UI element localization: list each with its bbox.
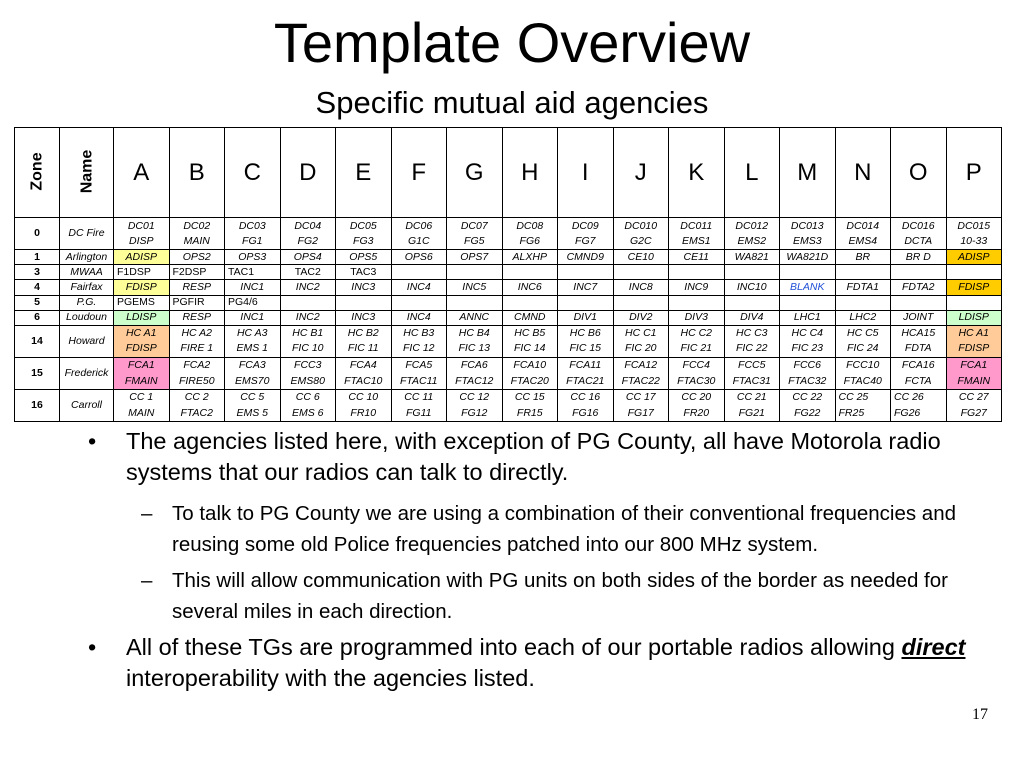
table-row (15, 234, 1002, 250)
talkgroup-cell: EMS 6 (280, 405, 336, 421)
talkgroup-cell: FTAC40 (835, 373, 891, 389)
zone-cell: 16 (15, 389, 60, 421)
talkgroup-cell (835, 295, 891, 310)
talkgroup-cell: HC B4 (447, 325, 503, 341)
talkgroup-cell: DC013 (780, 218, 836, 234)
name-cell: Frederick (60, 357, 114, 389)
talkgroup-cell: FTAC20 (502, 373, 558, 389)
talkgroup-cell: INC3 (336, 310, 392, 325)
talkgroup-cell: FIC 21 (669, 341, 725, 357)
sub-bullet-item (126, 498, 968, 560)
talkgroup-cell: FCA4 (336, 357, 392, 373)
talkgroup-cell: MAIN (169, 234, 225, 250)
talkgroup-cell: FG5 (447, 234, 503, 250)
name-cell: DC Fire (60, 218, 114, 250)
table-row (15, 373, 1002, 389)
talkgroup-cell: DC011 (669, 218, 725, 234)
talkgroup-cell: FCA2 (169, 357, 225, 373)
name-cell: P.G. (60, 295, 114, 310)
talkgroup-cell: FR15 (502, 405, 558, 421)
talkgroup-cell: FIRE 1 (169, 341, 225, 357)
talkgroup-cell (280, 295, 336, 310)
talkgroup-cell: FIC 23 (780, 341, 836, 357)
talkgroup-cell: FG22 (780, 405, 836, 421)
talkgroup-cell: DC03 (225, 218, 281, 234)
talkgroup-cell: FIC 11 (336, 341, 392, 357)
talkgroup-cell: DC015 (946, 218, 1002, 234)
talkgroup-cell: FR10 (336, 405, 392, 421)
talkgroup-cell (891, 295, 947, 310)
talkgroup-cell (835, 265, 891, 280)
talkgroup-cell: CC 25 (835, 389, 891, 405)
talkgroup-cell: OPS5 (336, 250, 392, 265)
talkgroup-cell: DC01 (114, 218, 170, 234)
bullet-list (88, 426, 968, 704)
talkgroup-cell: DC012 (724, 218, 780, 234)
talkgroup-cell: CC 15 (502, 389, 558, 405)
talkgroup-cell: FCA1 (114, 357, 170, 373)
talkgroup-cell: BR (835, 250, 891, 265)
bullet-dot-icon: • (88, 634, 97, 660)
talkgroup-cell: G2C (613, 234, 669, 250)
zone-cell: 5 (15, 295, 60, 310)
talkgroup-cell: FCC4 (669, 357, 725, 373)
table-row (15, 218, 1002, 234)
talkgroup-cell: FCA10 (502, 357, 558, 373)
talkgroup-cell (558, 265, 614, 280)
sub-bullet-text: To talk to PG County we are using a combination of their conventional frequencies and reusing some old Police frequencies patched into our 800 MHz system. (172, 502, 957, 556)
talkgroup-cell: WA821 (724, 250, 780, 265)
talkgroup-cell: JOINT (891, 310, 947, 325)
talkgroup-cell: FCA1 (946, 357, 1002, 373)
talkgroup-cell: FCA6 (447, 357, 503, 373)
talkgroup-cell: FG11 (391, 405, 447, 421)
talkgroup-cell: TAC1 (225, 265, 281, 280)
talkgroup-cell: CC 12 (447, 389, 503, 405)
talkgroup-cell: ANNC (447, 310, 503, 325)
column-header: M (780, 128, 836, 218)
talkgroup-cell: G1C (391, 234, 447, 250)
talkgroup-cell: FCC10 (835, 357, 891, 373)
column-header: O (891, 128, 947, 218)
talkgroup-cell: FDISP (946, 341, 1002, 357)
bullet-text-pre: All of these TGs are programmed into each of our portable radios allowing (126, 634, 902, 660)
talkgroup-cell: FTAC21 (558, 373, 614, 389)
talkgroup-cell: HC C1 (613, 325, 669, 341)
name-cell: Arlington (60, 250, 114, 265)
talkgroup-cell: FTAC22 (613, 373, 669, 389)
column-header: J (613, 128, 669, 218)
talkgroup-cell: TAC3 (336, 265, 392, 280)
talkgroup-cell: RESP (169, 280, 225, 295)
talkgroup-cell: EMS80 (280, 373, 336, 389)
bullet-item (88, 426, 968, 488)
zone-header (15, 128, 60, 218)
table-row (15, 405, 1002, 421)
talkgroup-cell: FDTA1 (835, 280, 891, 295)
talkgroup-cell: FG21 (724, 405, 780, 421)
talkgroup-cell: FTAC12 (447, 373, 503, 389)
talkgroup-cell (391, 265, 447, 280)
talkgroup-cell: INC10 (724, 280, 780, 295)
talkgroup-cell: FCC6 (780, 357, 836, 373)
talkgroup-cell: INC4 (391, 280, 447, 295)
column-header: P (946, 128, 1002, 218)
talkgroup-cell: DIV2 (613, 310, 669, 325)
talkgroup-cell: FCA5 (391, 357, 447, 373)
talkgroup-cell (780, 265, 836, 280)
talkgroup-cell: INC3 (336, 280, 392, 295)
talkgroup-cell (502, 295, 558, 310)
talkgroup-cell: FDTA (891, 341, 947, 357)
talkgroup-cell: FG3 (336, 234, 392, 250)
talkgroup-cell: CC 26 (891, 389, 947, 405)
name-cell: Fairfax (60, 280, 114, 295)
sub-bullet-item (126, 565, 968, 627)
talkgroup-cell: DISP (114, 234, 170, 250)
talkgroup-cell: RESP (169, 310, 225, 325)
column-header: E (336, 128, 392, 218)
talkgroup-cell (613, 295, 669, 310)
talkgroup-cell: FCC3 (280, 357, 336, 373)
zone-cell: 1 (15, 250, 60, 265)
talkgroup-cell: CC 2 (169, 389, 225, 405)
talkgroup-cell (336, 295, 392, 310)
talkgroup-cell (946, 295, 1002, 310)
talkgroup-cell: DIV1 (558, 310, 614, 325)
talkgroup-cell: DCTA (891, 234, 947, 250)
talkgroup-cell: EMS3 (780, 234, 836, 250)
zone-cell: 6 (15, 310, 60, 325)
talkgroup-cell: CC 11 (391, 389, 447, 405)
talkgroup-cell: FCA16 (891, 357, 947, 373)
talkgroup-cell: DC08 (502, 218, 558, 234)
talkgroup-cell: HC A3 (225, 325, 281, 341)
talkgroup-cell: BR D (891, 250, 947, 265)
talkgroup-cell: CMND (502, 310, 558, 325)
table-row (15, 389, 1002, 405)
table-row (15, 250, 1002, 265)
column-header: B (169, 128, 225, 218)
talkgroup-cell: HC B6 (558, 325, 614, 341)
table-row (15, 310, 1002, 325)
zone-cell: 4 (15, 280, 60, 295)
talkgroup-cell (447, 295, 503, 310)
talkgroup-cell: INC7 (558, 280, 614, 295)
talkgroup-table (14, 127, 1002, 422)
talkgroup-cell: FDISP (114, 280, 170, 295)
slide-subtitle: Specific mutual aid agencies (315, 85, 709, 120)
talkgroup-cell: FG6 (502, 234, 558, 250)
talkgroup-cell: LDISP (114, 310, 170, 325)
talkgroup-cell: OPS2 (169, 250, 225, 265)
talkgroup-cell: CC 27 (946, 389, 1002, 405)
talkgroup-cell: HC C3 (724, 325, 780, 341)
talkgroup-cell: FCA12 (613, 357, 669, 373)
talkgroup-cell: HC B1 (280, 325, 336, 341)
talkgroup-cell: ADISP (946, 250, 1002, 265)
talkgroup-cell: OPS3 (225, 250, 281, 265)
talkgroup-cell: CC 22 (780, 389, 836, 405)
talkgroup-cell (502, 265, 558, 280)
talkgroup-cell: FIC 22 (724, 341, 780, 357)
talkgroup-cell: MAIN (114, 405, 170, 421)
talkgroup-cell: FTAC30 (669, 373, 725, 389)
column-header: I (558, 128, 614, 218)
talkgroup-cell: EMS1 (669, 234, 725, 250)
talkgroup-cell: FMAIN (114, 373, 170, 389)
talkgroup-cell (724, 295, 780, 310)
talkgroup-cell (780, 295, 836, 310)
talkgroup-cell: HC A1 (946, 325, 1002, 341)
talkgroup-cell (613, 265, 669, 280)
bullet-dot-icon: • (88, 428, 97, 454)
talkgroup-cell: INC2 (280, 310, 336, 325)
talkgroup-cell: CC 5 (225, 389, 281, 405)
talkgroup-cell (391, 295, 447, 310)
bullet-text-post: interoperability with the agencies listed. (126, 665, 535, 691)
talkgroup-cell: FCA11 (558, 357, 614, 373)
talkgroup-cell: DC016 (891, 218, 947, 234)
talkgroup-cell: INC4 (391, 310, 447, 325)
talkgroup-cell: INC6 (502, 280, 558, 295)
talkgroup-cell: FTAC32 (780, 373, 836, 389)
talkgroup-cell (946, 265, 1002, 280)
talkgroup-cell: FTAC2 (169, 405, 225, 421)
column-header: A (114, 128, 170, 218)
talkgroup-cell: CC 17 (613, 389, 669, 405)
name-header (60, 128, 114, 218)
name-cell: Carroll (60, 389, 114, 421)
zone-cell: 3 (15, 265, 60, 280)
table-row (15, 325, 1002, 341)
talkgroup-cell: FR25 (835, 405, 891, 421)
talkgroup-cell: INC1 (225, 280, 281, 295)
talkgroup-cell: ALXHP (502, 250, 558, 265)
talkgroup-cell: FDISP (946, 280, 1002, 295)
talkgroup-cell (447, 265, 503, 280)
column-header: D (280, 128, 336, 218)
talkgroup-cell: FIC 12 (391, 341, 447, 357)
talkgroup-cell: CMND9 (558, 250, 614, 265)
talkgroup-cell: FDISP (114, 341, 170, 357)
page-number: 17 (972, 706, 988, 723)
column-header: N (835, 128, 891, 218)
talkgroup-cell: HC C2 (669, 325, 725, 341)
talkgroup-cell: HCA15 (891, 325, 947, 341)
talkgroup-cell: CC 10 (336, 389, 392, 405)
talkgroup-cell: FIC 14 (502, 341, 558, 357)
talkgroup-cell: FG7 (558, 234, 614, 250)
talkgroup-cell: FIC 10 (280, 341, 336, 357)
slide-title: Template Overview (273, 11, 751, 74)
column-header: H (502, 128, 558, 218)
talkgroup-cell: OPS6 (391, 250, 447, 265)
talkgroup-cell: DC02 (169, 218, 225, 234)
zone-cell: 14 (15, 325, 60, 357)
talkgroup-cell: CC 16 (558, 389, 614, 405)
dash-icon: – (141, 502, 153, 525)
talkgroup-cell: DIV4 (724, 310, 780, 325)
talkgroup-cell: CC 1 (114, 389, 170, 405)
dash-icon: – (141, 569, 153, 592)
talkgroup-cell (724, 265, 780, 280)
talkgroup-cell: INC5 (447, 280, 503, 295)
talkgroup-cell: FCA3 (225, 357, 281, 373)
sub-bullet-text: This will allow communication with PG units on both sides of the border as needed for several miles in each direction. (172, 569, 948, 623)
name-header-label: Name (77, 149, 95, 194)
talkgroup-cell: CE10 (613, 250, 669, 265)
talkgroup-cell: BLANK (780, 280, 836, 295)
talkgroup-cell: DC09 (558, 218, 614, 234)
name-cell: Loudoun (60, 310, 114, 325)
talkgroup-cell: OPS4 (280, 250, 336, 265)
talkgroup-cell: FG17 (613, 405, 669, 421)
talkgroup-cell: CC 6 (280, 389, 336, 405)
talkgroup-cell (669, 265, 725, 280)
talkgroup-cell: FG12 (447, 405, 503, 421)
table-row (15, 341, 1002, 357)
talkgroup-cell: FIRE50 (169, 373, 225, 389)
table-row (15, 357, 1002, 373)
column-header: K (669, 128, 725, 218)
talkgroup-cell: FTAC10 (336, 373, 392, 389)
talkgroup-cell: HC B2 (336, 325, 392, 341)
talkgroup-cell: F2DSP (169, 265, 225, 280)
talkgroup-cell: CC 20 (669, 389, 725, 405)
talkgroup-cell: TAC2 (280, 265, 336, 280)
column-header: C (225, 128, 281, 218)
talkgroup-cell: INC2 (280, 280, 336, 295)
talkgroup-cell: EMS70 (225, 373, 281, 389)
talkgroup-cell: FIC 20 (613, 341, 669, 357)
talkgroup-cell (891, 265, 947, 280)
talkgroup-cell: WA821D (780, 250, 836, 265)
talkgroup-cell: DC05 (336, 218, 392, 234)
talkgroup-cell: EMS2 (724, 234, 780, 250)
talkgroup-cell: DC06 (391, 218, 447, 234)
talkgroup-cell: PGEMS (114, 295, 170, 310)
bullet-text: The agencies listed here, with exception of PG County, all have Motorola radio systems that our radios can talk to directly. (126, 428, 941, 485)
talkgroup-cell: HC B3 (391, 325, 447, 341)
talkgroup-cell: FG16 (558, 405, 614, 421)
talkgroup-cell: FMAIN (946, 373, 1002, 389)
talkgroup-cell: CC 21 (724, 389, 780, 405)
talkgroup-cell: FIC 15 (558, 341, 614, 357)
talkgroup-cell: PGFIR (169, 295, 225, 310)
talkgroup-cell: HC A1 (114, 325, 170, 341)
talkgroup-cell: PG4/6 (225, 295, 281, 310)
talkgroup-cell (669, 295, 725, 310)
talkgroup-cell: OPS7 (447, 250, 503, 265)
talkgroup-cell: DC04 (280, 218, 336, 234)
talkgroup-cell: HC A2 (169, 325, 225, 341)
talkgroup-cell: INC8 (613, 280, 669, 295)
table-row (15, 265, 1002, 280)
column-header: G (447, 128, 503, 218)
talkgroup-cell: HC B5 (502, 325, 558, 341)
talkgroup-cell: FG27 (946, 405, 1002, 421)
talkgroup-cell: DC07 (447, 218, 503, 234)
talkgroup-cell: FCC5 (724, 357, 780, 373)
talkgroup-cell: FTAC11 (391, 373, 447, 389)
talkgroup-cell: FTAC31 (724, 373, 780, 389)
talkgroup-cell: HC C5 (835, 325, 891, 341)
table-row (15, 280, 1002, 295)
talkgroup-cell: 10-33 (946, 234, 1002, 250)
talkgroup-cell: ADISP (114, 250, 170, 265)
talkgroup-cell: DC010 (613, 218, 669, 234)
talkgroup-cell: FDTA2 (891, 280, 947, 295)
talkgroup-cell: F1DSP (114, 265, 170, 280)
talkgroup-cell: EMS 5 (225, 405, 281, 421)
talkgroup-cell: DIV3 (669, 310, 725, 325)
name-cell: MWAA (60, 265, 114, 280)
name-cell: Howard (60, 325, 114, 357)
talkgroup-cell: FIC 24 (835, 341, 891, 357)
zone-header-label: Zone (28, 152, 46, 191)
column-header: F (391, 128, 447, 218)
talkgroup-cell: FR20 (669, 405, 725, 421)
talkgroup-cell: HC C4 (780, 325, 836, 341)
talkgroup-cell: LHC2 (835, 310, 891, 325)
talkgroup-cell: LDISP (946, 310, 1002, 325)
zone-cell: 0 (15, 218, 60, 250)
bullet-item (88, 632, 968, 694)
talkgroup-cell: INC1 (225, 310, 281, 325)
talkgroup-cell: FG2 (280, 234, 336, 250)
talkgroup-cell: EMS4 (835, 234, 891, 250)
table-row (15, 295, 1002, 310)
emphasis-direct: direct (901, 634, 966, 660)
column-header: L (724, 128, 780, 218)
talkgroup-cell: CE11 (669, 250, 725, 265)
talkgroup-cell: DC014 (835, 218, 891, 234)
talkgroup-cell: FG1 (225, 234, 281, 250)
talkgroup-cell: LHC1 (780, 310, 836, 325)
talkgroup-cell: FCTA (891, 373, 947, 389)
talkgroup-cell (558, 295, 614, 310)
zone-cell: 15 (15, 357, 60, 389)
talkgroup-cell: FG26 (891, 405, 947, 421)
talkgroup-cell: INC9 (669, 280, 725, 295)
talkgroup-cell: FIC 13 (447, 341, 503, 357)
talkgroup-cell: EMS 1 (225, 341, 281, 357)
